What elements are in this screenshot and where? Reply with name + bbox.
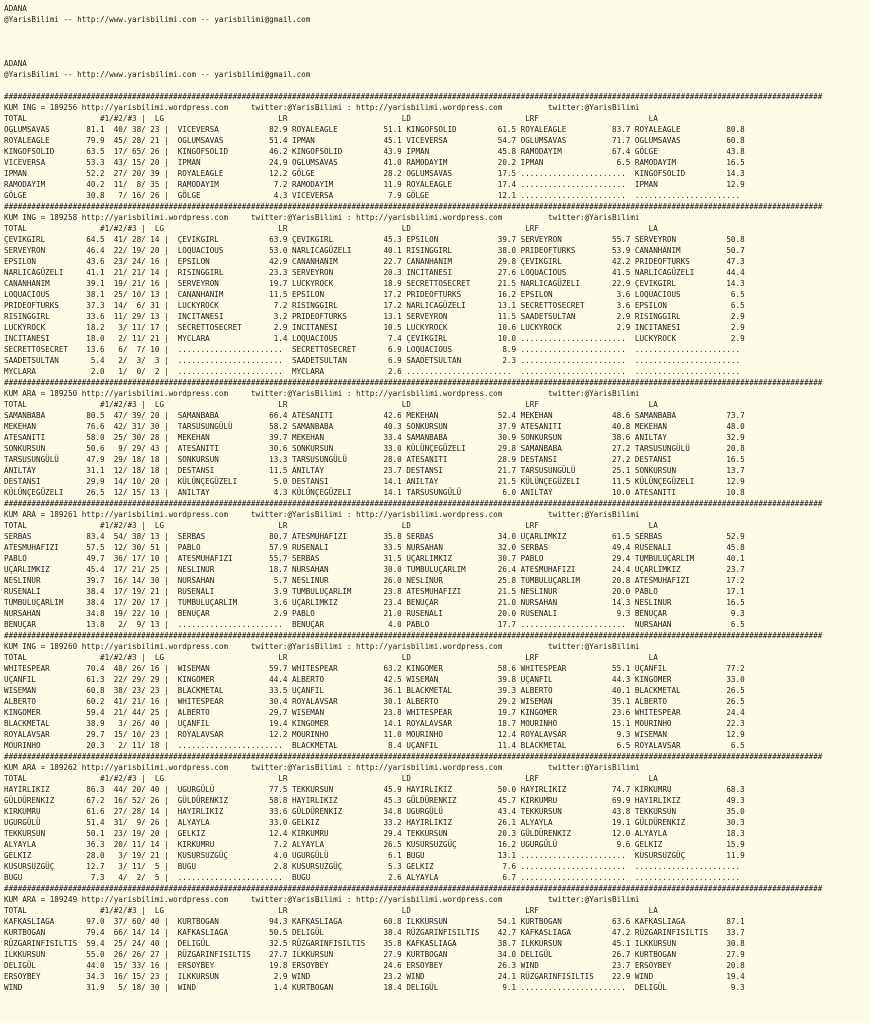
text-line: WISEMAN 60.8 38/ 23/ 23 | BLACKMETAL 33.5 UÇANFIL 36.1 BLACKMETAL 39.3 ALBERTO 40.1 BLACKMETAL 26.5 (4, 686, 745, 695)
text-line: UÇARLIMKIZ 45.4 17/ 21/ 25 | NESLINUR 18.7 NURSAHAN 30.0 TUMBULUÇARLIM 26.4 ATESMUHAFIZI 24.4 UÇARLIMKIZ 23.7 (4, 565, 745, 574)
text-line: WIND 31.9 5/ 18/ 30 | WIND 1.4 KURTBOGAN 18.4 DELIGÜL 9.1 ....................... DELIGÜL 9.3 (4, 983, 745, 992)
text-line: ALBERTO 60.2 41/ 21/ 16 | WHITESPEAR 30.4 ROYALAVSAR 30.1 ALBERTO 29.2 WISEMAN 35.1 ALBERTO 26.5 (4, 697, 745, 706)
text-line (4, 80, 870, 91)
text-line: UÇANFIL 61.3 22/ 29/ 29 | KINGOMER 44.4 ALBERTO 42.5 WISEMAN 39.8 UÇANFIL 44.3 KINGOMER 33.0 (4, 675, 745, 684)
text-line: BUGU 7.3 4/ 2/ 5 | ....................... BUGU 2.6 ALYAYLA 6.7 ....................... ....................... (4, 873, 741, 882)
text-line: RUSENALI 38.4 17/ 19/ 21 | RUSENALI 3.9 TUMBULUÇARLIM 23.8 ATESMUHAFIZI 21.5 NESLINUR 20.0 PABLO 17.1 (4, 587, 745, 596)
text-line: VICEVERSA 53.3 43/ 15/ 20 | IPMAN 24.9 OGLUMSAVAS 41.0 RAMODAYIM 20.2 IPMAN 6.5 RAMODAYIM 16.5 (4, 158, 745, 167)
text-line: KUM ARA = 189262 http://yarisbilimi.wordpress.com twitter:@YarisBilimi : http://yarisbilimi.wordpress.com twitter:@YarisBilimi (4, 763, 640, 772)
text-line: RISINGGIRL 33.6 11/ 29/ 13 | INCITANESI 3.2 PRIDEOFTURKS 13.1 SERVEYRON 11.5 SAADETSULTAN 2.9 RISINGGIRL 2.9 (4, 312, 745, 321)
text-line: SAMANBABA 80.5 47/ 39/ 20 | SAMANBABA 66.4 ATESANITI 42.6 MEKEHAN 52.4 MEKEHAN 48.6 SAMANBABA 73.7 (4, 411, 745, 420)
text-line: BENUÇAR 13.8 2/ 9/ 13 | ....................... BENUÇAR 4.0 PABLO 17.7 ....................... NURSAHAN 6.5 (4, 620, 745, 629)
text-line: DESTANSI 29.9 14/ 10/ 20 | KÜLÜNÇEGÜZELI 5.0 DESTANSI 14.1 ANILTAY 21.5 KÜLÜNÇEGÜZELI 11.5 KÜLÜNÇEGÜZELI 12.9 (4, 477, 745, 486)
text-line: TEKKURSUN 50.1 23/ 19/ 20 | GELKIZ 12.4 KIRKUMRU 29.4 TEKKURSUN 20.3 GÜLDÜRENKIZ 12.0 ALYAYLA 18.3 (4, 829, 745, 838)
text-line: GÜLDÜRENKIZ 67.2 16/ 52/ 26 | GÜLDÜRENKIZ 58.8 HAYIRLIKIZ 45.3 GÜLDÜRENKIZ 45.7 KIRKUMRU 69.9 HAYIRLIKIZ 49.3 (4, 796, 745, 805)
text-line: SERBAS 83.4 54/ 38/ 13 | SERBAS 80.7 ATESMUHAFIZI 35.8 SERBAS 34.0 UÇARLIMKIZ 61.5 SERBAS 52.9 (4, 532, 745, 541)
text-line: ROYALEAGLE 79.9 45/ 28/ 21 | OGLUMSAVAS 51.4 IPMAN 45.1 VICEVERSA 54.7 OGLUMSAVAS 71.7 OGLUMSAVAS 60.8 (4, 136, 745, 145)
text-line: ################################################################################################################################################################################### (4, 202, 823, 211)
text-line: KUM ING = 189260 http://yarisbilimi.wordpress.com twitter:@YarisBilimi : http://yarisbilimi.wordpress.com twitter:@YarisBilimi (4, 642, 640, 651)
text-line: TOTAL #1/#2/#3 | LG LR LD LRF LA (4, 114, 658, 123)
text-line: GELKIZ 28.0 3/ 19/ 21 | KUSURSUZGÜÇ 4.0 UGURGÜLÜ 6.1 BUGU 13.1 ....................... KUSURSUZGÜÇ 11.9 (4, 851, 745, 860)
text-line: TOTAL #1/#2/#3 | LG LR LD LRF LA (4, 521, 658, 530)
text-line: WHITESPEAR 70.4 48/ 26/ 16 | WISEMAN 59.7 WHITESPEAR 63.2 KINGOMER 58.6 WHITESPEAR 55.1 UÇANFIL 77.2 (4, 664, 745, 673)
text-line: OGLUMSAVAS 81.1 40/ 38/ 23 | VICEVERSA 82.9 ROYALEAGLE 51.1 KINGOFSOLID 61.5 ROYALEAGLE 83.7 ROYALEAGLE 80.8 (4, 125, 745, 134)
text-line: ANILTAY 31.1 12/ 18/ 18 | DESTANSI 11.5 ANILTAY 23.7 DESTANSI 21.7 TARSUSUNGÜLÜ 25.1 SONKURSUN 13.7 (4, 466, 745, 475)
text-line: KUSURSUZGÜÇ 12.7 3/ 11/ 5 | BUGU 2.8 KUSURSUZGÜÇ 5.3 GELKIZ 7.6 ....................... ....................... (4, 862, 741, 871)
text-line: SONKURSUN 50.6 9/ 29/ 43 | ATESANITI 30.6 SONKURSUN 33.0 KÜLÜNÇEGÜZELI 29.8 SAMANBABA 27.2 TARSUSUNGÜLÜ 20.8 (4, 444, 745, 453)
text-line: @YarisBilimi -- http://www.yarisbilimi.com -- yarisbilimi@gmail.com (4, 70, 311, 79)
text-line: RÜZGARINFISILTIS 59.4 25/ 24/ 40 | DELIGÜL 32.5 RÜZGARINFISILTIS 35.8 KAFKASLIAGA 38.7 ILKKURSUN 45.1 ILKKURSUN 30.8 (4, 939, 745, 948)
text-line: NESLINUR 39.7 16/ 14/ 30 | NURSAHAN 5.7 NESLINUR 26.0 NESLINUR 25.8 TUMBULUÇARLIM 20.8 ATESMUHAFIZI 17.2 (4, 576, 745, 585)
text-line: DELIGÜL 44.0 15/ 33/ 16 | ERSOYBEY 19.8 ERSOYBEY 24.6 ERSOYBEY 26.3 WIND 23.7 ERSOYBEY 20.8 (4, 961, 745, 970)
text-line: @YarisBilimi -- http://www.yarisbilimi.com -- yarisbilimi@gmail.com (4, 15, 311, 24)
text-line: LUCKYROCK 18.2 3/ 11/ 17 | SECRETTOSECRET 2.9 INCITANESI 10.5 LUCKYROCK 10.6 LUCKYROCK 2.9 INCITANESI 2.9 (4, 323, 745, 332)
text-line: SAADETSULTAN 5.4 2/ 3/ 3 | ....................... SAADETSULTAN 6.9 SAADETSULTAN 2.3 ....................... ....................... (4, 356, 741, 365)
text-line: INCITANESI 18.0 2/ 11/ 21 | MYCLARA 1.4 LOQUACIOUS 7.4 ÇEVIKGIRL 10.0 ....................... LUCKYROCK 2.9 (4, 334, 745, 343)
text-line (4, 47, 870, 58)
text-line: TOTAL #1/#2/#3 | LG LR LD LRF LA (4, 653, 658, 662)
text-line: ERSOYBEY 34.3 16/ 15/ 23 | ILKKURSUN 2.9 WIND 23.2 WIND 24.1 RÜZGARINFISILTIS 22.9 WIND 19.4 (4, 972, 745, 981)
text-line: MOURINHO 20.3 2/ 11/ 18 | ....................... BLACKMETAL 8.4 UÇANFIL 11.4 BLACKMETAL 6.5 ROYALAVSAR 6.5 (4, 741, 745, 750)
text-line: KUM ING = 189258 http://yarisbilimi.wordpress.com twitter:@YarisBilimi : http://yarisbilimi.wordpress.com twitter:@YarisBilimi (4, 213, 640, 222)
text-line: HAYIRLIKIZ 86.3 44/ 20/ 40 | UGURGÜLÜ 77.5 TEKKURSUN 45.9 HAYIRLIKIZ 50.0 HAYIRLIKIZ 74.7 KIRKUMRU 68.3 (4, 785, 745, 794)
text-line: ÇEVIKGIRL 64.5 41/ 28/ 14 | ÇEVIKGIRL 63.9 ÇEVIKGIRL 45.3 EPSILON 39.7 SERVEYRON 55.7 SERVEYRON 50.8 (4, 235, 745, 244)
text-line: IPMAN 52.2 27/ 20/ 39 | ROYALEAGLE 12.2 GÖLGE 28.2 OGLUMSAVAS 17.5 ....................... KINGOFSOLID 14.3 (4, 169, 745, 178)
text-line: GÖLGE 30.8 7/ 16/ 26 | GÖLGE 4.3 VICEVERSA 7.9 GÖLGE 12.1 ....................... ....................... (4, 191, 741, 200)
text-line: KUM ING = 189256 http://yarisbilimi.wordpress.com twitter:@YarisBilimi : http://yarisbilimi.wordpress.com twitter:@YarisBilimi (4, 103, 640, 112)
text-line: EPSILON 43.6 23/ 24/ 16 | EPSILON 42.9 CANANHANIM 22.7 CANANHANIM 29.8 ÇEVIKGIRL 42.2 PRIDEOFTURKS 47.3 (4, 257, 745, 266)
text-line: PRIDEOFTURKS 37.3 14/ 6/ 31 | LUCKYROCK 7.2 RISINGGIRL 17.2 NARLICAGÜZELI 13.1 SECRETTOSECRET 3.6 EPSILON 6.5 (4, 301, 745, 310)
text-line: SECRETTOSECRET 13.6 6/ 7/ 10 | ....................... SECRETTOSECRET 6.9 LOQUACIOUS 8.9 ....................... ....................... (4, 345, 741, 354)
text-line: KÜLÜNÇEGÜZELI 26.5 12/ 15/ 13 | ANILTAY 4.3 KÜLÜNÇEGÜZELI 14.1 TARSUSUNGÜLÜ 6.0 ANILTAY 10.0 ATESANITI 10.8 (4, 488, 745, 497)
text-line: KAFKASLIAGA 97.0 37/ 60/ 40 | KURTBOGAN 94.3 KAFKASLIAGA 60.8 ILKKURSUN 54.1 KURTBOGAN 63.6 KAFKASLIAGA 87.1 (4, 917, 745, 926)
text-line: TOTAL #1/#2/#3 | LG LR LD LRF LA (4, 906, 658, 915)
text-line: ADANA (4, 4, 27, 13)
text-line: TOTAL #1/#2/#3 | LG LR LD LRF LA (4, 774, 658, 783)
text-line: ################################################################################################################################################################################### (4, 499, 823, 508)
text-line: NURSAHAN 34.8 19/ 22/ 10 | BENUÇAR 2.9 PABLO 21.0 RUSENALI 20.0 RUSENALI 9.3 BENUÇAR 9.3 (4, 609, 745, 618)
text-line: ILKKURSUN 55.0 26/ 26/ 27 | RÜZGARINFISILTIS 27.7 ILKKURSUN 27.9 KURTBOGAN 34.0 DELIGÜL 26.7 KURTBOGAN 27.9 (4, 950, 745, 959)
text-line: UGURGÜLÜ 51.4 31/ 9/ 26 | ALYAYLA 33.0 GELKIZ 33.2 HAYIRLIKIZ 26.1 ALYAYLA 19.1 GÜLDÜRENKIZ 30.3 (4, 818, 745, 827)
text-line (4, 36, 870, 47)
text-line: ################################################################################################################################################################################### (4, 884, 823, 893)
text-line: ROYALAVSAR 29.7 15/ 10/ 23 | ROYALAVSAR 12.2 MOURINHO 11.0 MOURINHO 12.4 ROYALAVSAR 9.3 WISEMAN 12.9 (4, 730, 745, 739)
text-line: KINGOFSOLID 63.5 17/ 65/ 26 | KINGOFSOLID 46.2 KINGOFSOLID 43.9 IPMAN 45.8 RAMODAYIM 67.4 GÖLGE 43.8 (4, 147, 745, 156)
text-line: ################################################################################################################################################################################### (4, 752, 823, 761)
text-line: KINGOMER 59.4 21/ 44/ 25 | ALBERTO 29.7 WISEMAN 23.8 WHITESPEAR 19.7 KINGOMER 23.6 WHITESPEAR 24.4 (4, 708, 745, 717)
text-line: KURTBOGAN 79.4 66/ 14/ 14 | KAFKASLIAGA 50.5 DELIGÜL 38.4 RÜZGARINFISILTIS 42.7 KAFKASLIAGA 47.2 RÜZGARINFISILTIS 33.7 (4, 928, 745, 937)
text-line: BLACKMETAL 38.9 3/ 26/ 40 | UÇANFIL 19.4 KINGOMER 14.1 ROYALAVSAR 18.7 MOURINHO 15.1 MOURINHO 22.3 (4, 719, 745, 728)
text-line: PABLO 49.7 36/ 17/ 10 | ATESMUHAFIZI 55.7 SERBAS 31.5 UÇARLIMKIZ 30.7 PABLO 29.4 TUMBULUÇARLIM 40.1 (4, 554, 745, 563)
text-line: LOQUACIOUS 38.1 25/ 10/ 13 | CANANHANIM 11.5 EPSILON 17.2 PRIDEOFTURKS 16.2 EPSILON 3.6 LOQUACIOUS 6.5 (4, 290, 745, 299)
text-line: ADANA (4, 59, 27, 68)
text-line: TARSUSUNGÜLÜ 47.9 29/ 18/ 18 | SONKURSUN 13.3 TARSUSUNGÜLÜ 28.0 ATESANITI 28.9 DESTANSI 27.2 DESTANSI 16.5 (4, 455, 745, 464)
text-line: ATESANITI 58.0 25/ 30/ 28 | MEKEHAN 39.7 MEKEHAN 33.4 SAMANBABA 30.9 SONKURSUN 38.6 ANILTAY 32.9 (4, 433, 745, 442)
text-line: TOTAL #1/#2/#3 | LG LR LD LRF LA (4, 400, 658, 409)
text-line: RAMODAYIM 40.2 11/ 8/ 35 | RAMODAYIM 7.2 RAMODAYIM 11.9 ROYALEAGLE 17.4 ....................... IPMAN 12.9 (4, 180, 745, 189)
text-line: KUM ARA = 189250 http://yarisbilimi.wordpress.com twitter:@YarisBilimi : http://yarisbilimi.wordpress.com twitter:@YarisBilimi (4, 389, 640, 398)
text-line: ################################################################################################################################################################################### (4, 378, 823, 387)
text-line: ALYAYLA 36.3 20/ 11/ 14 | KIRKUMRU 7.2 ALYAYLA 26.5 KUSURSUZGÜÇ 16.2 UGURGÜLÜ 9.6 GELKIZ 15.9 (4, 840, 745, 849)
text-line (4, 25, 870, 36)
text-line: SERVEYRON 46.4 22/ 19/ 20 | LOQUACIOUS 53.0 NARLICAGÜZELI 40.1 RISINGGIRL 38.0 PRIDEOFTURKS 53.9 CANANHANIM 50.7 (4, 246, 745, 255)
text-line: KUM ARA = 189261 http://yarisbilimi.wordpress.com twitter:@YarisBilimi : http://yarisbilimi.wordpress.com twitter:@YarisBilimi (4, 510, 640, 519)
text-line: CANANHANIM 39.1 19/ 21/ 16 | SERVEYRON 19.7 LUCKYROCK 18.9 SECRETTOSECRET 21.5 NARLICAGÜZELI 22.9 ÇEVIKGIRL 14.3 (4, 279, 745, 288)
text-line: ################################################################################################################################################################################### (4, 92, 823, 101)
text-line: NARLICAGÜZELI 41.1 21/ 21/ 14 | RISINGGIRL 23.3 SERVEYRON 20.3 INCITANESI 27.6 LOQUACIOUS 41.5 NARLICAGÜZELI 44.4 (4, 268, 745, 277)
text-line: TOTAL #1/#2/#3 | LG LR LD LRF LA (4, 224, 658, 233)
text-line: KUM ARA = 189249 http://yarisbilimi.wordpress.com twitter:@YarisBilimi : http://yarisbilimi.wordpress.com twitter:@YarisBilimi (4, 895, 640, 904)
text-line: MYCLARA 2.0 1/ 0/ 2 | ....................... MYCLARA 2.6 ....................... ....................... ....................... (4, 367, 741, 376)
text-line: ATESMUHAFIZI 57.5 12/ 30/ 51 | PABLO 57.9 RUSENALI 33.5 NURSAHAN 32.0 SERBAS 49.4 RUSENALI 45.8 (4, 543, 745, 552)
text-line: MEKEHAN 76.6 42/ 31/ 30 | TARSUSUNGÜLÜ 58.2 SAMANBABA 40.3 SONKURSUN 37.9 ATESANITI 40.8 MEKEHAN 48.0 (4, 422, 745, 431)
text-line: ################################################################################################################################################################################### (4, 631, 823, 640)
text-line: TUMBULUÇARLIM 38.4 17/ 20/ 17 | TUMBULUÇARLIM 3.6 UÇARLIMKIZ 23.4 BENUÇAR 21.0 NURSAHAN 14.3 NESLINUR 16.5 (4, 598, 745, 607)
text-line: KIRKUMRU 61.6 27/ 28/ 14 | HAYIRLIKIZ 33.6 GÜLDÜRENKIZ 34.8 UGURGÜLÜ 43.4 TEKKURSUN 43.8 TEKKURSUN 35.0 (4, 807, 745, 816)
